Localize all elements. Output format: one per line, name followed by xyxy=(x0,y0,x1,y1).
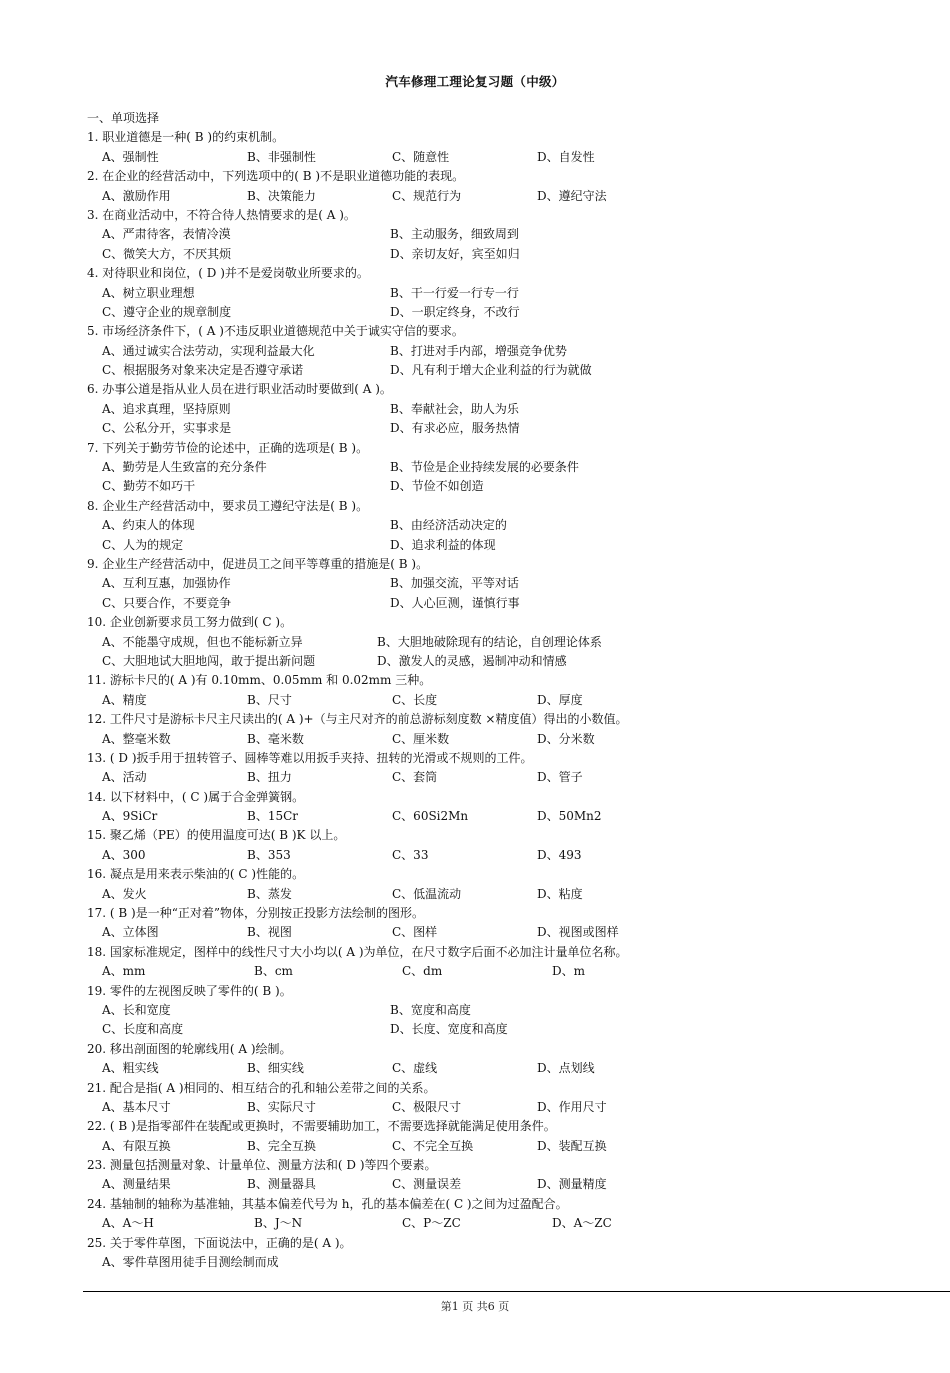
question-line: 14. 以下材料中，( C )属于合金弹簧钢。 xyxy=(87,789,305,804)
question-line: 8. 企业生产经营活动中，要求员工遵纪守法是( B )。 xyxy=(87,498,369,513)
option-row xyxy=(87,1020,927,1039)
answer-option: A、A～H xyxy=(102,1216,154,1231)
answer-option: D、人心叵测，谨慎行事 xyxy=(390,595,520,610)
answer-option: B、节俭是企业持续发展的必要条件 xyxy=(390,460,579,475)
question-line: 5. 市场经济条件下，( A )不违反职业道德规范中关于诚实守信的要求。 xyxy=(87,324,464,339)
answer-option: C、低温流动 xyxy=(392,886,462,901)
answer-option: C、长度和高度 xyxy=(102,1022,184,1037)
answer-option: A、整毫米数 xyxy=(102,731,171,746)
answer-option: C、dm xyxy=(402,964,443,979)
answer-option: C、60Si2Mn xyxy=(392,809,469,824)
option-row xyxy=(87,148,927,167)
answer-option: C、测量误差 xyxy=(392,1177,462,1192)
answer-option: C、根据服务对象来决定是否遵守承诺 xyxy=(102,363,304,378)
answer-option: B、J～N xyxy=(254,1216,303,1231)
answer-option: C、不完全互换 xyxy=(392,1138,474,1153)
question-line: 22. ( B )是指零部件在装配或更换时，不需要辅助加工，不需要选择就能满足使用条件。 xyxy=(87,1119,556,1134)
answer-option: D、装配互换 xyxy=(537,1138,607,1153)
answer-option: A、零件草图用徒手目测绘制而成 xyxy=(102,1255,279,1270)
answer-option: B、宽度和高度 xyxy=(390,1002,471,1017)
answer-option: A、基本尺寸 xyxy=(102,1099,171,1114)
question-line: 7. 下列关于勤劳节俭的论述中，正确的选项是( B )。 xyxy=(87,440,369,455)
answer-option: A、精度 xyxy=(102,692,147,707)
answer-option: D、长度、宽度和高度 xyxy=(390,1022,508,1037)
answer-option: D、粘度 xyxy=(537,886,583,901)
answer-option: C、勤劳不如巧干 xyxy=(102,479,196,494)
answer-option: B、毫米数 xyxy=(247,731,304,746)
option-row xyxy=(87,284,927,303)
option-row xyxy=(87,1059,927,1078)
question-line: 23. 测量包括测量对象、计量单位、测量方法和( D )等四个要素。 xyxy=(87,1158,437,1173)
answer-option: B、非强制性 xyxy=(247,149,316,164)
answer-option: A、互利互惠，加强协作 xyxy=(102,576,231,591)
answer-option: C、33 xyxy=(392,847,429,862)
option-row xyxy=(87,516,927,535)
option-row xyxy=(87,1001,927,1020)
answer-option: D、点划线 xyxy=(537,1061,595,1076)
question-line: 12. 工件尺寸是游标卡尺主尺读出的( A )+（与主尺对齐的前总游标刻度数 ×精度值）得出的小数值。 xyxy=(87,712,628,727)
answer-option: A、激励作用 xyxy=(102,188,171,203)
answer-option: B、15Cr xyxy=(247,809,299,824)
answer-option: C、遵守企业的规章制度 xyxy=(102,304,232,319)
answer-option: D、作用尺寸 xyxy=(537,1099,607,1114)
answer-option: A、发火 xyxy=(102,886,147,901)
answer-option: D、视图或图样 xyxy=(537,925,619,940)
answer-option: C、厘米数 xyxy=(392,731,450,746)
option-row xyxy=(87,1253,927,1272)
option-row xyxy=(87,1137,927,1156)
option-row xyxy=(87,1098,927,1117)
answer-option: C、P～ZC xyxy=(402,1216,461,1231)
answer-option: A、有限互换 xyxy=(102,1138,171,1153)
answer-option: B、测量器具 xyxy=(247,1177,316,1192)
option-row xyxy=(87,400,927,419)
question-line: 3. 在商业活动中，不符合待人热情要求的是( A )。 xyxy=(87,207,356,222)
answer-option: B、尺寸 xyxy=(247,692,292,707)
page-footer: 第1 页 共6 页 xyxy=(440,1300,510,1313)
answer-option: D、凡有利于增大企业利益的行为就做 xyxy=(390,363,592,378)
option-row xyxy=(87,1175,927,1194)
answer-option: A、粗实线 xyxy=(102,1061,159,1076)
answer-option: B、由经济活动决定的 xyxy=(390,518,507,533)
question-line: 6. 办事公道是指从业人员在进行职业活动时要做到( A )。 xyxy=(87,382,392,397)
section-heading: 一、单项选择 xyxy=(87,111,160,125)
answer-option: B、视图 xyxy=(247,925,292,940)
answer-option: D、亲切友好，宾至如归 xyxy=(390,246,520,261)
question-line: 24. 基轴制的轴称为基准轴，其基本偏差代号为 h，孔的基本偏差在( C )之间为过盈配合。 xyxy=(87,1196,568,1211)
option-row xyxy=(87,885,927,904)
answer-option: C、微笑大方，不厌其烦 xyxy=(102,246,232,261)
option-row xyxy=(87,923,927,942)
answer-option: B、实际尺寸 xyxy=(247,1099,316,1114)
option-row xyxy=(87,574,927,593)
question-line: 13. ( D )扳手用于扭转管子、圆棒等难以用扳手夹持、扭转的光滑或不规则的工件。 xyxy=(87,750,533,765)
answer-option: C、极限尺寸 xyxy=(392,1099,462,1114)
answer-option: A、9SiCr xyxy=(102,809,158,824)
question-line: 2. 在企业的经营活动中，下列选项中的( B )不是职业道德功能的表现。 xyxy=(87,169,465,184)
option-row xyxy=(87,633,927,652)
answer-option: A、追求真理，坚持原则 xyxy=(102,401,231,416)
option-row xyxy=(87,594,927,613)
answer-option: A、300 xyxy=(102,847,146,862)
answer-option: C、人为的规定 xyxy=(102,537,184,552)
answer-option: C、大胆地试大胆地闯，敢于提出新问题 xyxy=(102,653,316,668)
answer-option: B、完全互换 xyxy=(247,1138,316,1153)
answer-option: A、树立职业理想 xyxy=(102,285,195,300)
question-line: 9. 企业生产经营活动中，促进员工之间平等尊重的措施是( B )。 xyxy=(87,556,429,571)
answer-option: D、自发性 xyxy=(537,149,595,164)
question-line: 20. 移出剖面图的轮廓线用( A )绘制。 xyxy=(87,1041,292,1056)
answer-option: A、立体图 xyxy=(102,925,159,940)
option-row xyxy=(87,187,927,206)
answer-option: D、有求必应，服务热情 xyxy=(390,421,520,436)
answer-option: C、公私分开，实事求是 xyxy=(102,421,232,436)
option-row xyxy=(87,245,927,264)
answer-option: C、随意性 xyxy=(392,149,450,164)
question-line: 19. 零件的左视图反映了零件的( B )。 xyxy=(87,983,292,998)
answer-option: A、通过诚实合法劳动，实现利益最大化 xyxy=(102,343,315,358)
answer-option: D、A～ZC xyxy=(552,1216,612,1231)
question-line: 16. 凝点是用来表示柴油的( C )性能的。 xyxy=(87,867,305,882)
option-row xyxy=(87,536,927,555)
question-line: 21. 配合是指( A )相同的、相互结合的孔和轴公差带之间的关系。 xyxy=(87,1080,436,1095)
option-row xyxy=(87,225,927,244)
answer-option: A、长和宽度 xyxy=(102,1002,171,1017)
answer-option: A、测量结果 xyxy=(102,1177,171,1192)
option-row xyxy=(87,361,927,380)
question-line: 4. 对待职业和岗位，( D )并不是爱岗敬业所要求的。 xyxy=(87,266,369,281)
answer-option: D、节俭不如创造 xyxy=(390,479,484,494)
page-title: 汽车修理工理论复习题（中级） xyxy=(385,74,565,89)
option-row xyxy=(87,807,927,826)
answer-option: D、激发人的灵感，遏制冲动和情感 xyxy=(377,653,567,668)
option-row xyxy=(87,342,927,361)
option-row xyxy=(87,768,927,787)
answer-option: A、mm xyxy=(102,964,146,979)
option-row xyxy=(87,458,927,477)
option-row xyxy=(87,962,927,981)
question-list xyxy=(87,109,927,1272)
question-line: 15. 聚乙烯（PE）的使用温度可达( B )K 以上。 xyxy=(87,828,346,843)
question-line: 11. 游标卡尺的( A )有 0.10mm、0.05mm 和 0.02mm 三种。 xyxy=(87,673,432,688)
question-line: 1. 职业道德是一种( B )的约束机制。 xyxy=(87,130,285,145)
answer-option: D、遵纪守法 xyxy=(537,188,607,203)
answer-option: C、图样 xyxy=(392,925,438,940)
answer-option: C、套筒 xyxy=(392,770,438,785)
answer-option: B、决策能力 xyxy=(247,188,316,203)
answer-option: D、厚度 xyxy=(537,692,583,707)
question-line: 18. 国家标准规定，图样中的线性尺寸大小均以( A )为单位，在尺寸数字后面不必加注计量单位名称。 xyxy=(87,944,628,959)
answer-option: B、353 xyxy=(247,847,291,862)
answer-option: D、测量精度 xyxy=(537,1177,607,1192)
answer-option: D、493 xyxy=(537,847,582,862)
answer-option: B、加强交流，平等对话 xyxy=(390,576,519,591)
option-row xyxy=(87,846,927,865)
option-row xyxy=(87,691,927,710)
answer-option: C、规范行为 xyxy=(392,188,462,203)
question-line: 25. 关于零件草图，下面说法中，正确的是( A )。 xyxy=(87,1235,352,1250)
answer-option: D、一职定终身，不改行 xyxy=(390,304,520,319)
answer-option: D、分米数 xyxy=(537,731,595,746)
answer-option: B、扭力 xyxy=(247,770,292,785)
answer-option: B、cm xyxy=(254,964,293,979)
option-row xyxy=(87,652,927,671)
option-row xyxy=(87,1214,927,1233)
answer-option: D、50Mn2 xyxy=(537,809,602,824)
option-row xyxy=(87,477,927,496)
answer-option: C、长度 xyxy=(392,692,438,707)
answer-option: A、强制性 xyxy=(102,149,159,164)
footer-divider xyxy=(83,1291,950,1292)
option-row xyxy=(87,419,927,438)
question-line: 17. ( B )是一种“正对着”物体，分别按正投影方法绘制的图形。 xyxy=(87,906,424,921)
answer-option: B、干一行爱一行专一行 xyxy=(390,285,519,300)
answer-option: D、管子 xyxy=(537,770,583,785)
answer-option: B、细实线 xyxy=(247,1061,304,1076)
answer-option: B、主动服务，细致周到 xyxy=(390,227,519,242)
answer-option: D、m xyxy=(552,964,586,979)
answer-option: A、不能墨守成规，但也不能标新立异 xyxy=(102,634,303,649)
option-row xyxy=(87,303,927,322)
option-row xyxy=(87,730,927,749)
answer-option: A、勤劳是人生致富的充分条件 xyxy=(102,460,267,475)
answer-option: B、打进对手内部，增强竞争优势 xyxy=(390,343,567,358)
answer-option: A、严肃待客，表情冷漠 xyxy=(102,227,231,242)
answer-option: C、只要合作，不要竞争 xyxy=(102,595,232,610)
question-line: 10. 企业创新要求员工努力做到( C )。 xyxy=(87,615,293,630)
answer-option: A、约束人的体现 xyxy=(102,518,195,533)
answer-option: C、虚线 xyxy=(392,1061,438,1076)
answer-option: B、奉献社会，助人为乐 xyxy=(390,401,519,416)
answer-option: A、活动 xyxy=(102,770,147,785)
answer-option: B、大胆地破除现有的结论，自创理论体系 xyxy=(377,634,602,649)
answer-option: D、追求利益的体现 xyxy=(390,537,496,552)
answer-option: B、蒸发 xyxy=(247,886,292,901)
